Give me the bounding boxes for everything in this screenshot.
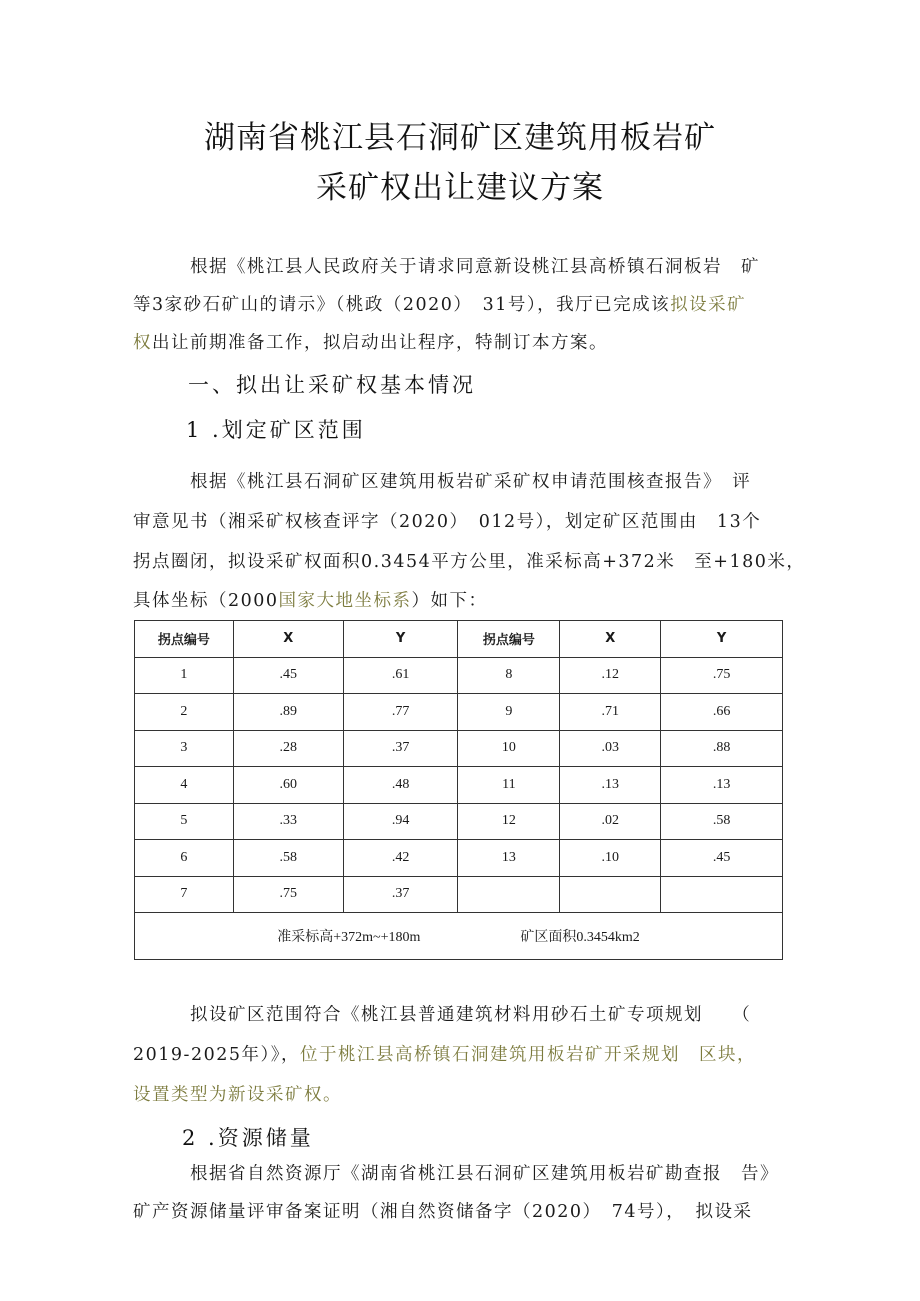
range-text: 具体坐标（2000 <box>133 591 279 611</box>
table-cell: 1 <box>135 657 234 694</box>
intro-text: 等3家砂石矿山的请示》（桃政（2020） 31号），我厅已完成该 <box>133 295 671 315</box>
table-cell: 8 <box>458 657 560 694</box>
subsection-heading-2: 2 .资源储量 <box>182 1126 314 1150</box>
table-cell: .89 <box>233 694 343 731</box>
table-cell: .12 <box>560 657 661 694</box>
table-footer <box>135 913 783 960</box>
header-y: Y <box>661 621 783 658</box>
table-row <box>135 876 783 913</box>
table-cell: 6 <box>135 840 234 877</box>
table-cell: 13 <box>458 840 560 877</box>
header-x: X <box>233 621 343 658</box>
table-cell: 11 <box>458 767 560 804</box>
subsection-heading-1: 1 .划定矿区范围 <box>186 418 366 442</box>
reserves-paragraph-line-2: 矿产资源储量评审备案证明（湘自然资储备字（2020） 74号）， 拟设采 <box>133 1202 753 1222</box>
plan-highlight: 位于桃江县高桥镇石洞建筑用板岩矿开采规划 区块， <box>300 1045 756 1065</box>
header-point-number: 拐点编号 <box>135 621 234 658</box>
table-cell: .42 <box>343 840 458 877</box>
document-title-line-1: 湖南省桃江县石洞矿区建筑用板岩矿 <box>204 120 716 156</box>
table-cell: .33 <box>233 803 343 840</box>
section-heading-1: 一、拟出让采矿权基本情况 <box>188 373 476 397</box>
range-paragraph-line-2: 审意见书（湘采矿权核查评字（2020） 012号），划定矿区范围由 13个 <box>133 512 762 532</box>
table-cell: .37 <box>343 876 458 913</box>
table-cell: .37 <box>343 730 458 767</box>
table-cell <box>560 876 661 913</box>
table-cell: 10 <box>458 730 560 767</box>
range-text-end: ）如下： <box>411 591 488 611</box>
reserves-paragraph-line-1: 根据省自然资源厅《湖南省桃江县石洞矿区建筑用板岩矿勘查报 告》 <box>190 1164 779 1184</box>
intro-text-cont: 出让前期准备工作，拟启动出让程序，特制订本方案。 <box>152 333 608 353</box>
table-cell: 7 <box>135 876 234 913</box>
table-cell <box>661 876 783 913</box>
range-paragraph-line-3: 拐点圈闭，拟设采矿权面积0.3454平方公里，准采标高+372米 至+180米， <box>133 552 806 572</box>
table-cell: .28 <box>233 730 343 767</box>
coordinates-table <box>134 620 783 960</box>
table-cell: .58 <box>661 803 783 840</box>
table-cell: .45 <box>661 840 783 877</box>
range-paragraph-line-1: 根据《桃江县石洞矿区建筑用板岩矿采矿权申请范围核查报告》 评 <box>190 472 752 492</box>
table-cell: .48 <box>343 767 458 804</box>
table-cell: 2 <box>135 694 234 731</box>
table-cell: .58 <box>233 840 343 877</box>
table-cell: .13 <box>560 767 661 804</box>
mining-elevation: 准采标高+372m~+180m <box>277 930 421 945</box>
intro-highlight-cont: 权 <box>133 333 152 353</box>
table-cell: 9 <box>458 694 560 731</box>
table-cell: .75 <box>661 657 783 694</box>
table-cell: .88 <box>661 730 783 767</box>
table-cell: .10 <box>560 840 661 877</box>
table-cell: .60 <box>233 767 343 804</box>
header-y: Y <box>343 621 458 658</box>
intro-paragraph-line-3 <box>133 331 793 355</box>
plan-text: 2019-2025年）》， <box>133 1045 300 1065</box>
range-paragraph-line-4 <box>133 589 793 613</box>
table-row <box>135 803 783 840</box>
table-cell: 4 <box>135 767 234 804</box>
intro-paragraph-line-1: 根据《桃江县人民政府关于请求同意新设桃江县高桥镇石洞板岩 矿 <box>190 257 760 277</box>
plan-paragraph-line-2 <box>133 1043 793 1067</box>
table-row <box>135 730 783 767</box>
table-cell: .13 <box>661 767 783 804</box>
table-footer-row <box>135 913 783 960</box>
table-cell: .45 <box>233 657 343 694</box>
header-point-number: 拐点编号 <box>458 621 560 658</box>
table-row <box>135 767 783 804</box>
table-cell: .66 <box>661 694 783 731</box>
table-cell: 5 <box>135 803 234 840</box>
header-x: X <box>560 621 661 658</box>
table-cell: .61 <box>343 657 458 694</box>
table-cell: .02 <box>560 803 661 840</box>
mining-area: 矿区面积0.3454km2 <box>520 930 640 945</box>
table-cell: .03 <box>560 730 661 767</box>
document-title-line-2: 采矿权出让建议方案 <box>316 170 604 206</box>
intro-paragraph-line-2 <box>133 293 793 317</box>
table-cell <box>458 876 560 913</box>
table-cell: .71 <box>560 694 661 731</box>
coordinate-system-highlight: 国家大地坐标系 <box>278 591 412 611</box>
table-row <box>135 694 783 731</box>
table-header-row <box>135 621 783 658</box>
table-row <box>135 840 783 877</box>
table-cell: .94 <box>343 803 458 840</box>
table-cell: .77 <box>343 694 458 731</box>
table-row <box>135 657 783 694</box>
plan-paragraph-line-1: 拟设矿区范围符合《桃江县普通建筑材料用砂石土矿专项规划 （ <box>190 1005 752 1025</box>
table-cell: .75 <box>233 876 343 913</box>
table-cell: 12 <box>458 803 560 840</box>
plan-paragraph-line-3: 设置类型为新设采矿权。 <box>133 1085 342 1105</box>
intro-highlight: 拟设采矿 <box>670 295 747 315</box>
table-cell: 3 <box>135 730 234 767</box>
